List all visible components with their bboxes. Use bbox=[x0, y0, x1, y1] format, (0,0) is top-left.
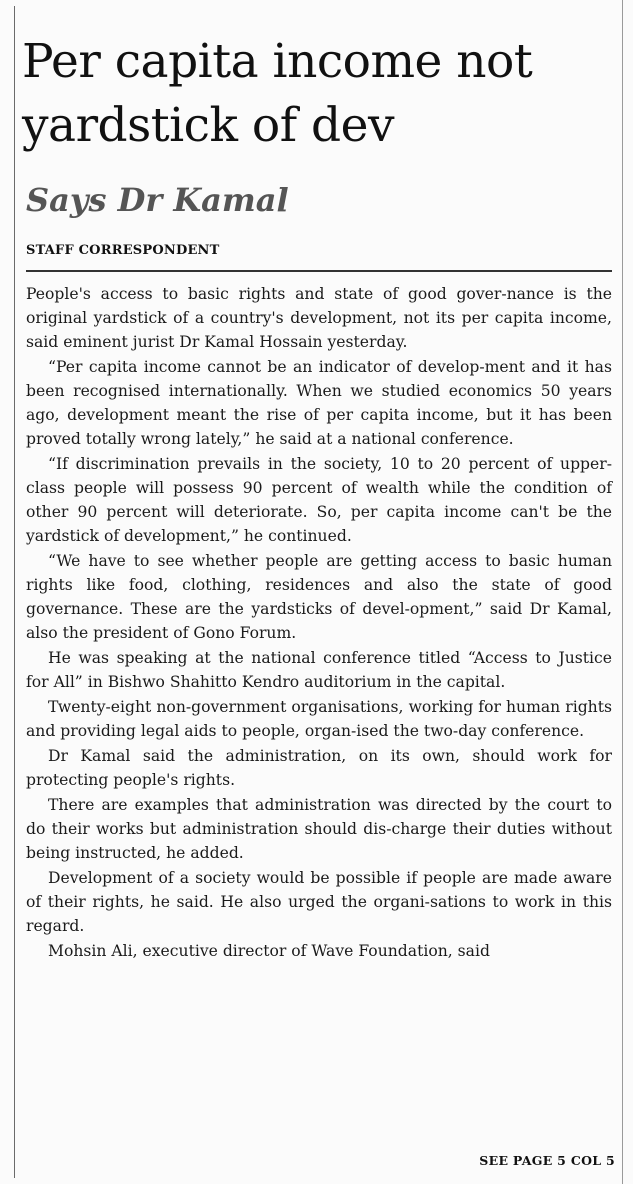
paragraph-3: “If discrimination prevails in the society, 10 to 20 percent of upper-class people will possess 90 percent of wealth while the condition of other 90 percent will deteriorate. So, per capita income can't be the yardstick of development,” he continued. bbox=[26, 455, 612, 545]
article-body bbox=[26, 282, 612, 963]
paragraph-8: There are examples that administration was directed by the court to do their works but administration should dis-charge their duties without being instructed, he added. bbox=[26, 796, 612, 862]
byline-rule bbox=[26, 270, 612, 272]
headline-line-2: yardstick of dev bbox=[22, 98, 394, 153]
paragraph-10: Mohsin Ali, executive director of Wave Foundation, said bbox=[48, 942, 490, 960]
paragraph-2: “Per capita income cannot be an indicator of develop-ment and it has been recognised internationally. When we studied economics 50 years ago, development meant the rise of per capita income, but it has been proved totally wrong lately,” he said at a national conference. bbox=[26, 358, 612, 448]
subheadline: Says Dr Kamal bbox=[26, 181, 289, 219]
column-rule-left bbox=[14, 6, 15, 1178]
paragraph-7: Dr Kamal said the administration, on its own, should work for protecting people's rights. bbox=[26, 747, 612, 789]
headline bbox=[22, 30, 622, 158]
paragraph-5: He was speaking at the national conference titled “Access to Justice for All” in Bishwo Shahitto Kendro auditorium in the capital. bbox=[26, 649, 612, 691]
headline-line-1: Per capita income not bbox=[22, 34, 533, 89]
column-rule-right bbox=[622, 0, 623, 1184]
byline: STAFF CORRESPONDENT bbox=[26, 243, 220, 258]
continuation-jump-line: SEE PAGE 5 COL 5 bbox=[479, 1153, 615, 1168]
paragraph-1: People's access to basic rights and state of good gover-nance is the original yardstick of a country's development, not its per capita income, said eminent jurist Dr Kamal Hossain yesterday. bbox=[26, 285, 612, 351]
paragraph-9: Development of a society would be possible if people are made aware of their rights, he said. He also urged the organi-sations to work in this regard. bbox=[26, 869, 612, 935]
paragraph-4: “We have to see whether people are getting access to basic human rights like food, clothing, residences and also the state of good governance. These are the yardsticks of devel-opment,” said Dr Kamal, also the president of Gono Forum. bbox=[26, 552, 612, 642]
paragraph-6: Twenty-eight non-government organisations, working for human rights and providing legal aids to people, organ-ised the two-day conference. bbox=[26, 698, 612, 740]
